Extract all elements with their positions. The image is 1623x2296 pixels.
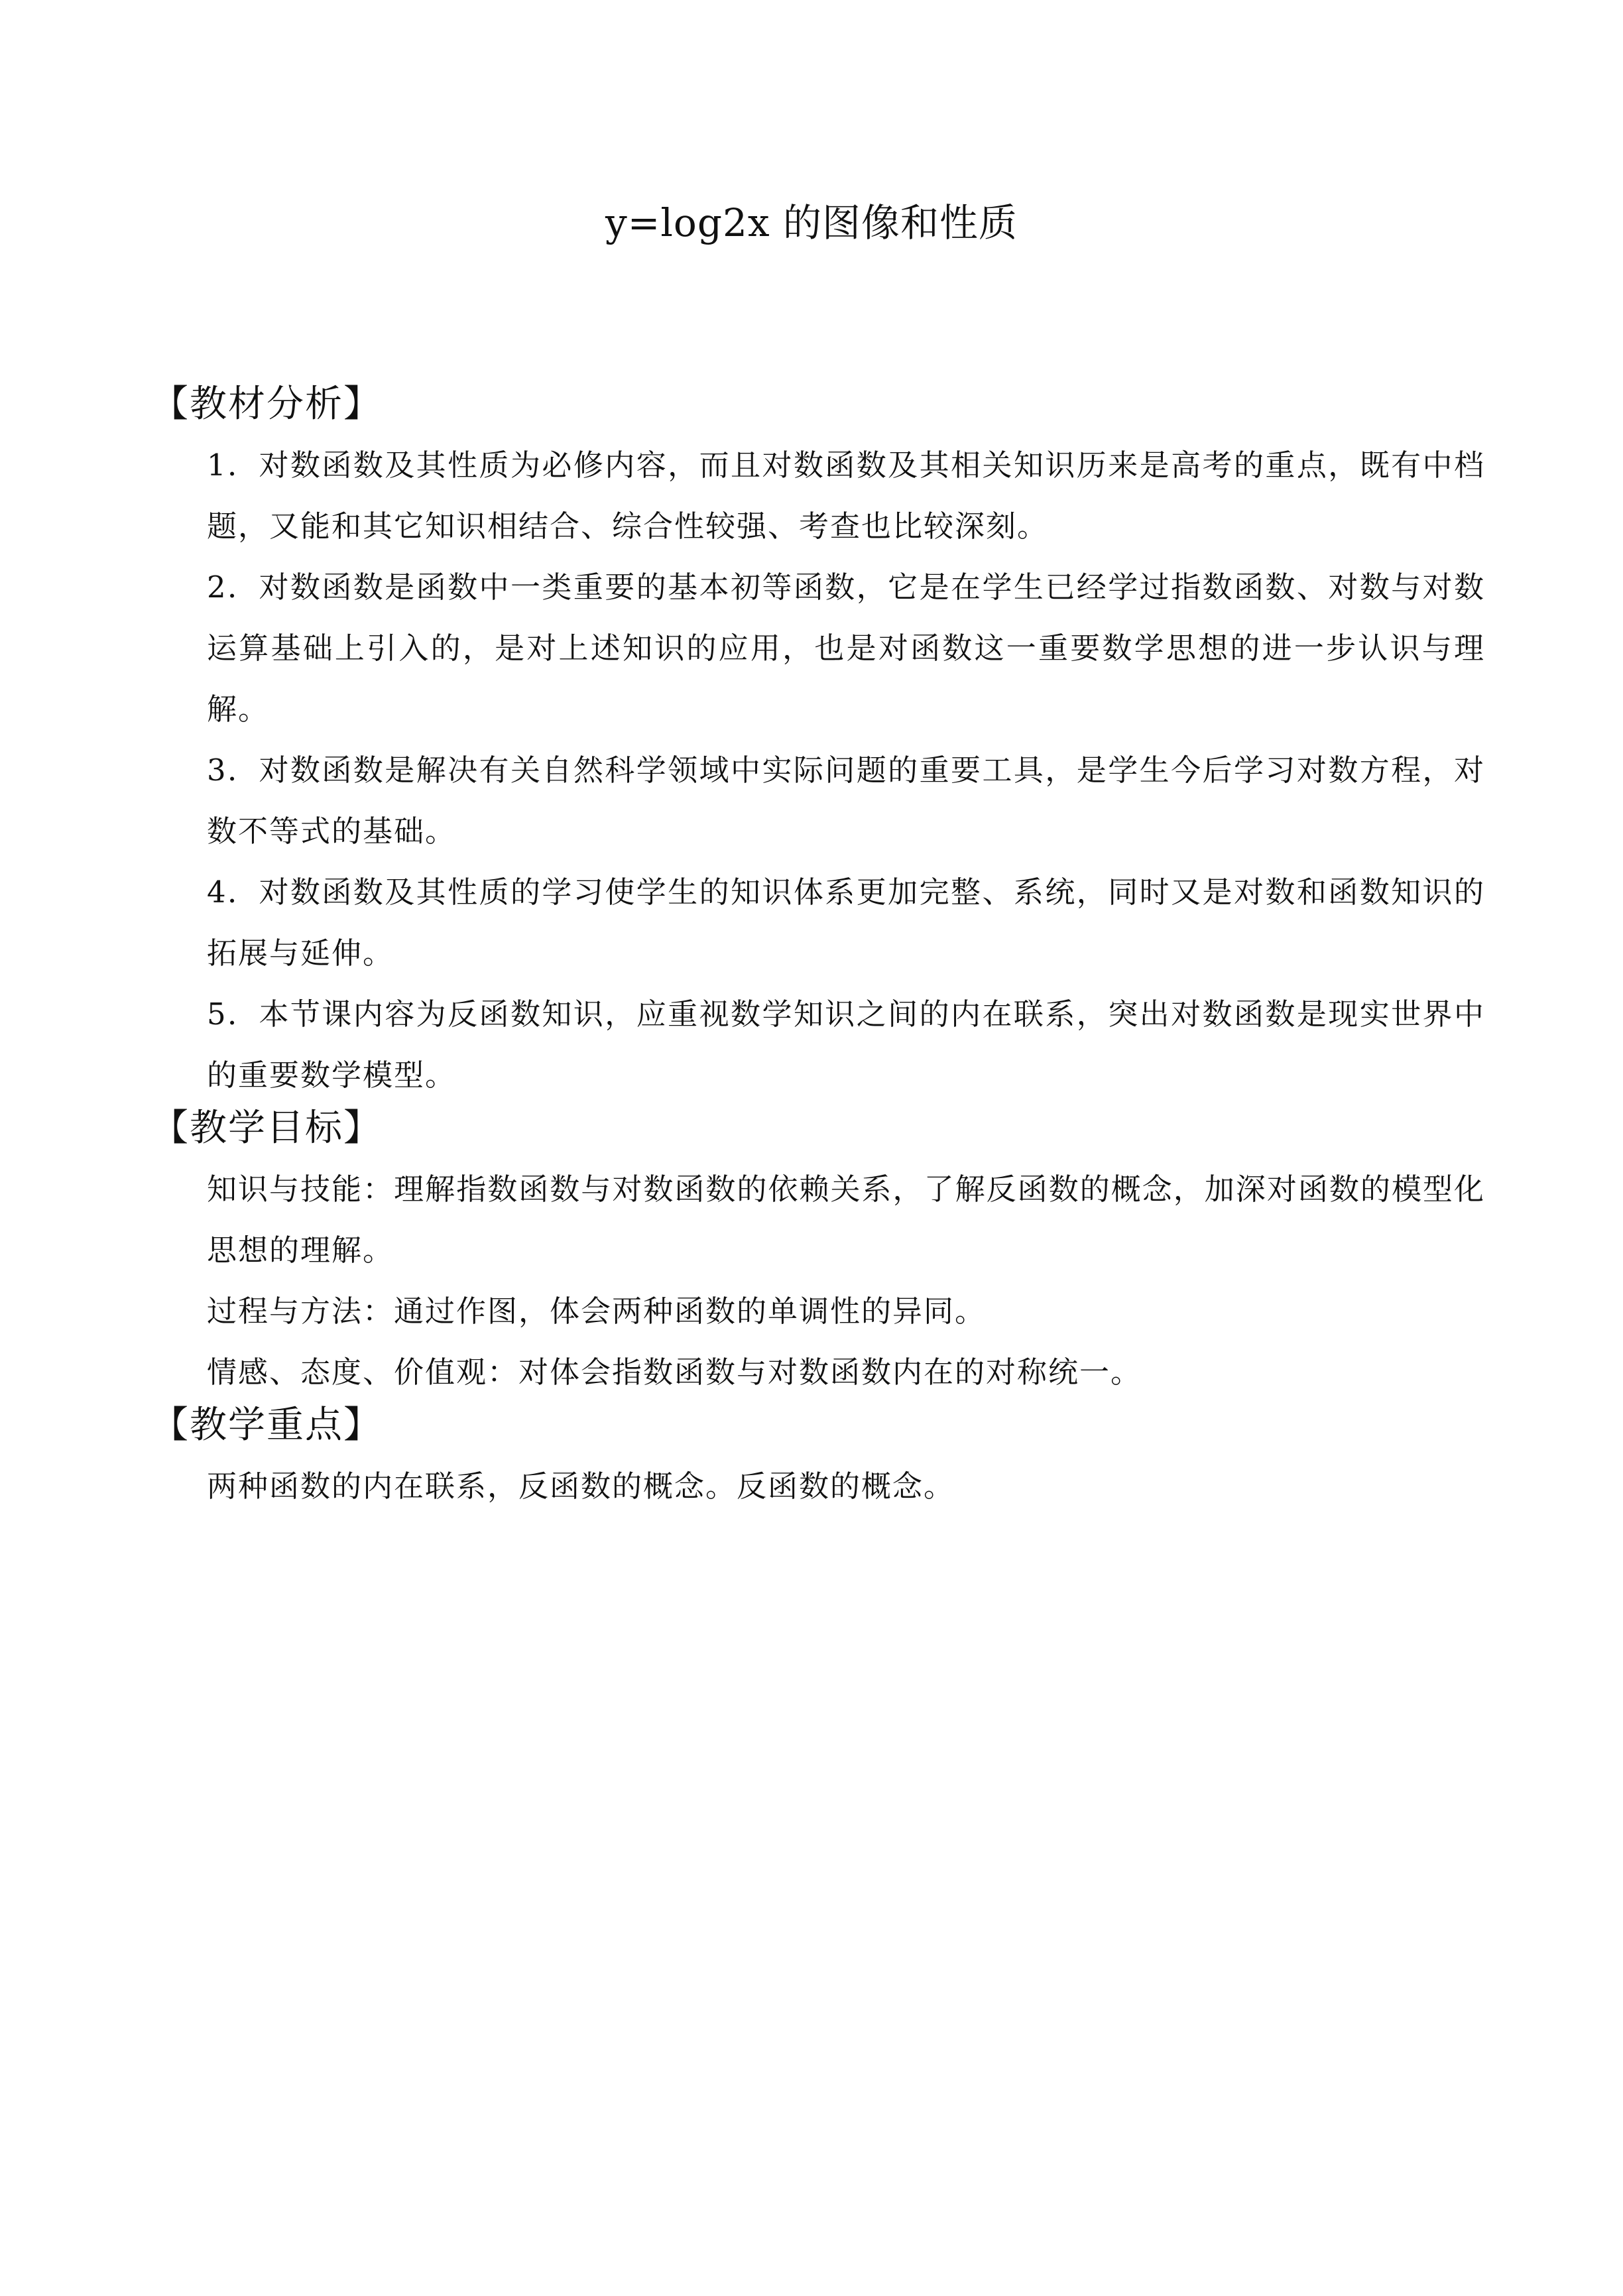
section-heading: 【教学目标】 (151, 1107, 382, 1150)
section-teaching-keypoints (152, 1395, 1485, 1517)
paragraph: 3．对数函数是解决有关自然科学领域中实际问题的重要工具，是学生今后学习对数方程，对数不等式的基础。 (207, 753, 1485, 849)
section-heading: 【教材分析】 (151, 383, 382, 426)
section-heading: 【教学重点】 (151, 1404, 382, 1447)
section-teaching-goals (152, 1098, 1485, 1403)
document-title: y=log2x 的图像和性质 (605, 200, 1018, 245)
paragraph: 4．对数函数及其性质的学习使学生的知识体系更加完整、系统，同时又是对数和函数知识的拓展与延伸。 (207, 875, 1485, 971)
paragraph: 情感、态度、价值观：对体会指数函数与对数函数内在的对称统一。 (207, 1355, 1142, 1390)
paragraph: 2．对数函数是函数中一类重要的基本初等函数，它是在学生已经学过指数函数、对数与对数运算基础上引入的，是对上述知识的应用，也是对函数这一重要数学思想的进一步认识与理解。 (207, 570, 1485, 727)
paragraph: 过程与方法：通过作图，体会两种函数的单调性的异同。 (207, 1294, 987, 1329)
section-textbook-analysis (152, 374, 1485, 1106)
paragraph: 1．对数函数及其性质为必修内容，而且对数函数及其相关知识历来是高考的重点，既有中档题，又能和其它知识相结合、综合性较强、考查也比较深刻。 (207, 448, 1485, 544)
paragraph: 知识与技能：理解指数函数与对数函数的依赖关系，了解反函数的概念，加深对函数的模型化思想的理解。 (207, 1172, 1485, 1268)
paragraph: 两种函数的内在联系，反函数的概念。反函数的概念。 (207, 1469, 955, 1504)
paragraph: 5．本节课内容为反函数知识，应重视数学知识之间的内在联系，突出对数函数是现实世界中的重要数学模型。 (207, 997, 1485, 1093)
